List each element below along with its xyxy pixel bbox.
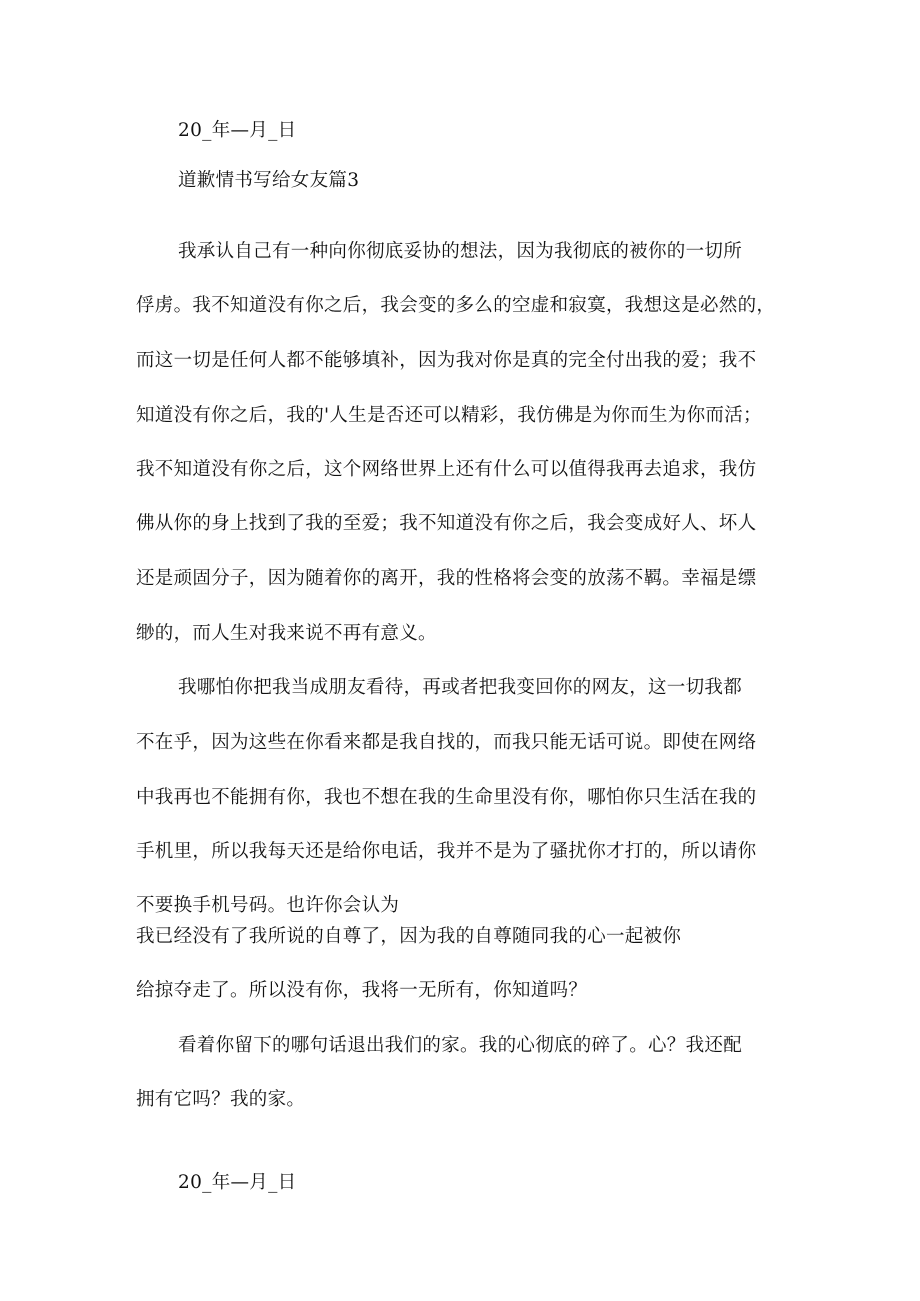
paragraph-3-line-1: 看着你留下的哪句话退出我们的家。我的心彻底的碎了。心？我还配 [178, 1035, 743, 1056]
paragraph-2-line-3: 中我再也不能拥有你，我也不想在我的生命里没有你，哪怕你只生活在我的 [136, 787, 757, 808]
paragraph-2-line-1: 我哪怕你把我当成朋友看待，再或者把我变回你的网友，这一切我都 [178, 677, 743, 698]
paragraph-3-line-2: 拥有它吗？我的家。 [136, 1089, 306, 1110]
paragraph-2-line-6: 我已经没有了我所说的自尊了，因为我的自尊随同我的心一起被你 [136, 926, 682, 947]
paragraph-2-line-7: 给掠夺走了。所以没有你，我将一无所有，你知道吗？ [136, 980, 588, 1001]
paragraph-1-line-6: 佛从你的身上找到了我的至爱；我不知道没有你之后，我会变成好人、坏人 [136, 513, 757, 534]
paragraph-2-line-4: 手机里，所以我每天还是给你电话，我并不是为了骚扰你才打的，所以请你 [136, 841, 757, 862]
paragraph-1-line-7: 还是顽固分子，因为随着你的离开，我的性格将会变的放荡不羁。幸福是缥 [136, 568, 757, 589]
paragraph-1-line-5: 我不知道没有你之后，这个网络世界上还有什么可以值得我再去追求，我仿 [136, 459, 757, 480]
date-bottom: 20_年—月_日 [178, 1172, 297, 1193]
paragraph-1-line-2: 俘虏。我不知道没有你之后，我会变的多么的空虚和寂寞，我想这是必然的， [136, 295, 776, 316]
paragraph-1-line-3: 而这一切是任何人都不能够填补，因为我对你是真的完全付出我的爱；我不 [136, 350, 757, 371]
date-top: 20_年—月_日 [178, 120, 297, 141]
paragraph-2-line-2: 不在乎，因为这些在你看来都是我自找的，而我只能无话可说。即使在网络 [136, 732, 757, 753]
paragraph-2-line-5: 不要换手机号码。也许你会认为 [136, 895, 400, 916]
paragraph-1-line-8: 缈的，而人生对我来说不再有意义。 [136, 623, 437, 644]
paragraph-1-line-4: 知道没有你之后，我的'人生是否还可以精彩，我仿佛是为你而生为你而活； [136, 405, 762, 426]
paragraph-1-line-1: 我承认自己有一种向你彻底妥协的想法，因为我彻底的被你的一切所 [178, 241, 743, 262]
document-title: 道歉情书写给女友篇3 [178, 170, 360, 191]
